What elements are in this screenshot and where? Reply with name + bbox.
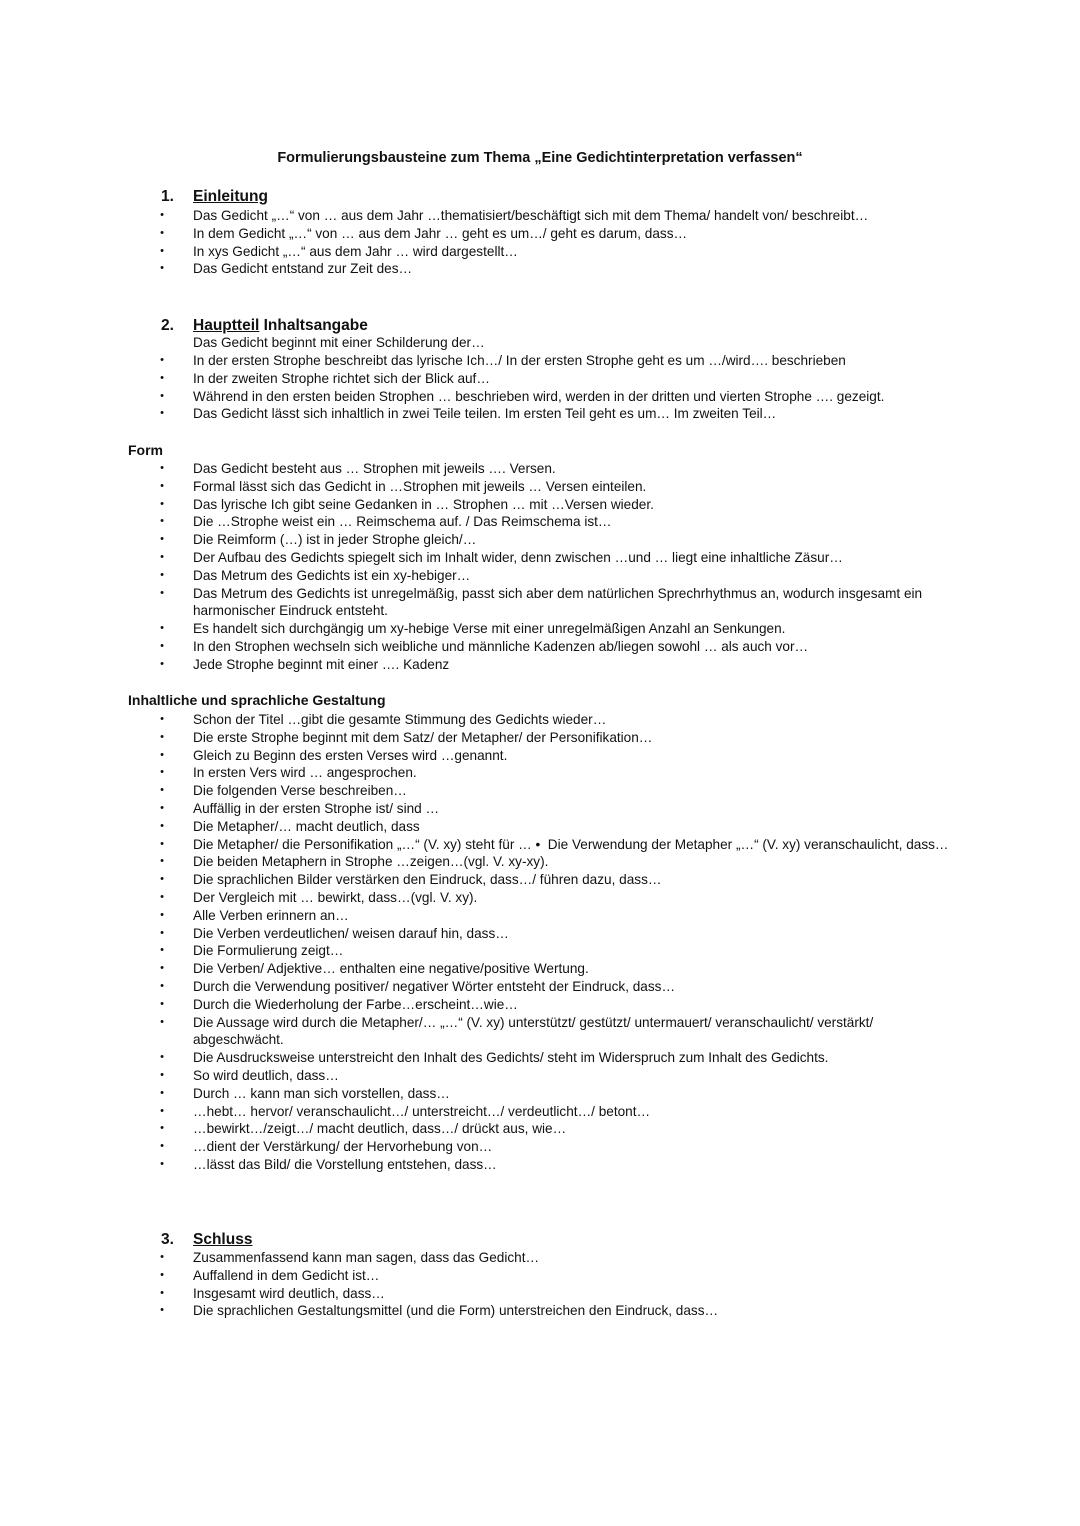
list-item: [0, 496, 963, 514]
list-item: [0, 243, 963, 261]
heading-number: 1.: [161, 188, 174, 205]
list-item: [0, 513, 963, 531]
bullet-icon: •: [160, 819, 164, 832]
list-item-text: Durch die Wiederholung der Farbe…erscheint…wie…: [193, 996, 518, 1012]
bullet-icon: •: [160, 713, 164, 725]
list-item: [0, 1085, 963, 1103]
bullet-icon: •: [160, 657, 164, 670]
list-item-text: Das Gedicht beginnt mit einer Schilderung der…: [193, 335, 485, 350]
list-item: [0, 1067, 963, 1085]
bullet-icon: •: [160, 1015, 164, 1028]
bullet-icon: •: [160, 1104, 164, 1117]
bullet-icon: •: [160, 1304, 164, 1317]
list-item-text: …dient der Verstärkung/ der Hervorhebung von…: [193, 1139, 493, 1155]
list-item-text: Es handelt sich durchgängig um xy-hebige Verse mit einer unregelmäßigen Anzahl an Senkungen.: [193, 621, 786, 637]
list-item-text: Alle Verben erinnern an…: [193, 907, 349, 923]
list-item: [0, 747, 963, 765]
list-item-text: Das Gedicht entstand zur Zeit des…: [193, 261, 413, 277]
list-item: [0, 1249, 963, 1267]
bullet-icon: •: [160, 837, 164, 850]
list-item: [0, 531, 963, 549]
bullet-icon: •: [160, 550, 164, 563]
list-item: [0, 782, 963, 800]
bullet-icon: •: [160, 855, 164, 868]
list-item: [0, 836, 963, 854]
list-item-text: Die sprachlichen Bilder verstärken den Eindruck, dass…/ führen dazu, dass…: [193, 872, 662, 888]
document-title: Formulierungsbausteine zum Thema „Eine Gedichtinterpretation verfassen“: [277, 150, 803, 166]
list-item: [0, 889, 963, 907]
heading-label-rest: Inhaltsangabe: [259, 317, 368, 334]
heading-label: Einleitung: [193, 188, 268, 205]
list-item: [0, 711, 963, 729]
bullet-icon: •: [160, 462, 164, 474]
list-item-text: Das Metrum des Gedichts ist unregelmäßig, passt sich aber dem natürlichen Sprechrhythmus an, wodurch insgesamt ein harmonischer Eindruck entsteht.: [193, 585, 926, 619]
list-item-text: Insgesamt wird deutlich, dass…: [193, 1285, 385, 1301]
schluss-list: [0, 1249, 963, 1320]
list-item-text: Schon der Titel …gibt die gesamte Stimmung des Gedichts wieder…: [193, 712, 607, 727]
hauptteil-list: [0, 352, 963, 423]
list-item: [0, 764, 963, 782]
list-item: [0, 549, 963, 567]
list-item: [0, 1302, 963, 1320]
list-item-text: In den Strophen wechseln sich weibliche und männliche Kadenzen ab/liegen sowohl … als auch vor…: [193, 638, 809, 654]
heading-label: Hauptteil: [193, 317, 260, 334]
bullet-icon: •: [160, 1251, 164, 1263]
list-item-text: Die …Strophe weist ein … Reimschema auf. / Das Reimschema ist…: [193, 514, 612, 530]
bullet-icon: •: [160, 784, 164, 797]
bullet-icon: •: [160, 533, 164, 546]
list-item-text: …bewirkt…/zeigt…/ macht deutlich, dass…/ drückt aus, wie…: [193, 1121, 567, 1137]
bullet-icon: •: [160, 1051, 164, 1064]
bullet-icon: •: [160, 997, 164, 1010]
list-item: [0, 1156, 963, 1174]
bullet-icon: •: [160, 1268, 164, 1281]
list-item: [0, 620, 963, 638]
list-item: [0, 996, 963, 1014]
list-item-text: Das Gedicht lässt sich inhaltlich in zwei Teile teilen. Im ersten Teil geht es um… Im zweiten Teil…: [193, 406, 777, 422]
list-item: [0, 460, 963, 478]
list-item-text: Die Metapher/… macht deutlich, dass: [193, 818, 420, 834]
bullet-icon: •: [160, 479, 164, 492]
list-item: [0, 978, 963, 996]
list-item-text: Die sprachlichen Gestaltungsmittel (und die Form) unterstreichen den Eindruck, dass…: [193, 1303, 719, 1319]
list-item-text: Die Aussage wird durch die Metapher/… „…“ (V. xy) unterstützt/ gestützt/ untermauert/ veranschaulicht/ verstärkt/ abgeschwächt.: [193, 1014, 878, 1048]
list-item-text: Das lyrische Ich gibt seine Gedanken in … Strophen … mit …Versen wieder.: [193, 496, 654, 512]
list-item-text: Der Aufbau des Gedichts spiegelt sich im Inhalt wider, denn zwischen …und … liegt eine inhaltliche Zäsur…: [193, 549, 843, 565]
list-item: [0, 656, 963, 674]
list-item: [0, 729, 963, 747]
list-item-text: Die Formulierung zeigt…: [193, 943, 344, 959]
bullet-icon: •: [160, 1140, 164, 1153]
bullet-icon: •: [160, 226, 164, 239]
bullet-icon: •: [160, 262, 164, 275]
list-item-text: Die erste Strophe beginnt mit dem Satz/ der Metapher/ der Personifikation…: [193, 729, 653, 745]
bullet-icon: •: [160, 1086, 164, 1099]
bullet-icon: •: [160, 926, 164, 939]
bullet-icon: •: [160, 801, 164, 814]
list-item: [0, 818, 963, 836]
list-item-text: So wird deutlich, dass…: [193, 1067, 339, 1083]
heading-einleitung: [161, 187, 268, 207]
bullet-icon: •: [160, 1157, 164, 1170]
heading-form: Form: [128, 442, 163, 458]
list-item-text: Die Reimform (…) ist in jeder Strophe gleich/…: [193, 532, 477, 548]
list-item-text: In dem Gedicht „…“ von … aus dem Jahr … geht es um…/ geht es darum, dass…: [193, 225, 688, 241]
list-item-text: In der zweiten Strophe richtet sich der Blick auf…: [193, 370, 490, 386]
heading-hauptteil: [161, 316, 368, 336]
list-item-text: Die beiden Metaphern in Strophe …zeigen…(vgl. V. xy-xy).: [193, 854, 549, 870]
list-item-text: Die Verben verdeutlichen/ weisen darauf hin, dass…: [193, 925, 509, 941]
bullet-icon: •: [160, 890, 164, 903]
heading-number: 2.: [161, 317, 174, 334]
hauptteil-first-line: [0, 334, 963, 352]
list-item-text: In xys Gedicht „…“ aus dem Jahr … wird dargestellt…: [193, 243, 518, 259]
list-item-text: Während in den ersten beiden Strophen … beschrieben wird, werden in der dritten und vierten Strophe …. gezeigt.: [193, 388, 885, 404]
list-item: [0, 225, 963, 243]
bullet-icon: •: [160, 354, 164, 366]
list-item: [0, 1103, 963, 1121]
list-item-text: In ersten Vers wird … angesprochen.: [193, 765, 417, 781]
list-item-text: Jede Strophe beginnt mit einer …. Kadenz: [193, 656, 450, 672]
list-item-text: Der Vergleich mit … bewirkt, dass…(vgl. V. xy).: [193, 889, 478, 905]
bullet-icon: •: [160, 962, 164, 975]
bullet-icon: •: [160, 244, 164, 257]
bullet-icon: •: [160, 407, 164, 420]
list-item-text: …hebt… hervor/ veranschaulicht…/ unterstreicht…/ verdeutlicht…/ betont…: [193, 1103, 651, 1119]
bullet-icon: •: [160, 908, 164, 921]
list-item: [0, 1014, 963, 1050]
list-item: [0, 207, 963, 225]
bullet-icon: •: [160, 622, 164, 635]
bullet-icon: •: [160, 1286, 164, 1299]
list-item: [0, 800, 963, 818]
list-item: [0, 960, 963, 978]
list-item-text: Die Verben/ Adjektive… enthalten eine negative/positive Wertung.: [193, 961, 589, 977]
list-item: [0, 405, 963, 423]
list-item: [0, 1267, 963, 1285]
bullet-icon: •: [160, 944, 164, 957]
list-item: [0, 1285, 963, 1303]
list-item: [0, 585, 963, 621]
list-item: [0, 638, 963, 656]
einleitung-list: [0, 207, 963, 278]
list-item: [0, 925, 963, 943]
list-item-text: Die Ausdrucksweise unterstreicht den Inhalt des Gedichts/ steht im Widerspruch zum Inhalt des Gedichts.: [193, 1050, 829, 1066]
list-item: [0, 334, 963, 352]
list-item-text: Durch die Verwendung positiver/ negativer Wörter entsteht der Eindruck, dass…: [193, 978, 676, 994]
list-item-text: Das Gedicht besteht aus … Strophen mit jeweils …. Versen.: [193, 461, 556, 476]
list-item-text: Die Metapher/ die Personifikation „…“ (V. xy) steht für … • Die Verwendung der Metapher „…“ (V. xy) veranschaulicht, dass…: [193, 836, 949, 852]
bullet-icon: •: [160, 568, 164, 581]
heading-number: 3.: [161, 1231, 174, 1248]
bullet-icon: •: [160, 515, 164, 528]
bullet-icon: •: [160, 497, 164, 510]
bullet-icon: •: [160, 766, 164, 779]
heading-label: Schluss: [193, 1231, 253, 1248]
heading-gestaltung: Inhaltliche und sprachliche Gestaltung: [128, 692, 386, 708]
list-item-text: …lässt das Bild/ die Vorstellung entstehen, dass…: [193, 1156, 497, 1172]
list-item: [0, 942, 963, 960]
bullet-icon: •: [160, 730, 164, 743]
list-item: [0, 1049, 963, 1067]
bullet-icon: •: [160, 371, 164, 384]
list-item-text: Das Metrum des Gedichts ist ein xy-hebiger…: [193, 567, 471, 583]
bullet-icon: •: [160, 1122, 164, 1135]
bullet-icon: •: [160, 1068, 164, 1081]
list-item: [0, 388, 963, 406]
bullet-icon: •: [160, 639, 164, 652]
list-item-text: Auffallend in dem Gedicht ist…: [193, 1267, 380, 1283]
form-list: [0, 460, 963, 674]
list-item: [0, 1120, 963, 1138]
list-item: [0, 1138, 963, 1156]
bullet-icon: •: [160, 209, 164, 221]
list-item-text: Die folgenden Verse beschreiben…: [193, 783, 407, 799]
bullet-icon: •: [160, 586, 164, 599]
gestaltung-list: [0, 711, 963, 1174]
list-item: [0, 907, 963, 925]
list-item: [0, 370, 963, 388]
list-item-text: Zusammenfassend kann man sagen, dass das Gedicht…: [193, 1250, 540, 1265]
bullet-icon: •: [160, 748, 164, 761]
list-item-text: In der ersten Strophe beschreibt das lyrische Ich…/ In der ersten Strophe geht es um …/wird…. beschrieben: [193, 353, 846, 368]
heading-schluss: [161, 1230, 252, 1250]
bullet-icon: •: [160, 389, 164, 402]
list-item-text: Durch … kann man sich vorstellen, dass…: [193, 1085, 450, 1101]
bullet-icon: •: [160, 979, 164, 992]
list-item-text: Formal lässt sich das Gedicht in …Strophen mit jeweils … Versen einteilen.: [193, 478, 647, 494]
list-item-text: Gleich zu Beginn des ersten Verses wird …genannt.: [193, 747, 508, 763]
list-item: [0, 352, 963, 370]
list-item-text: Auffällig in der ersten Strophe ist/ sind …: [193, 800, 440, 816]
list-item-text: Das Gedicht „…“ von … aus dem Jahr …thematisiert/beschäftigt sich mit dem Thema/ handelt von/ beschreibt…: [193, 208, 869, 223]
list-item: [0, 853, 963, 871]
list-item: [0, 478, 963, 496]
list-item: [0, 567, 963, 585]
bullet-icon: •: [160, 873, 164, 886]
list-item: [0, 871, 963, 889]
list-item: [0, 260, 963, 278]
